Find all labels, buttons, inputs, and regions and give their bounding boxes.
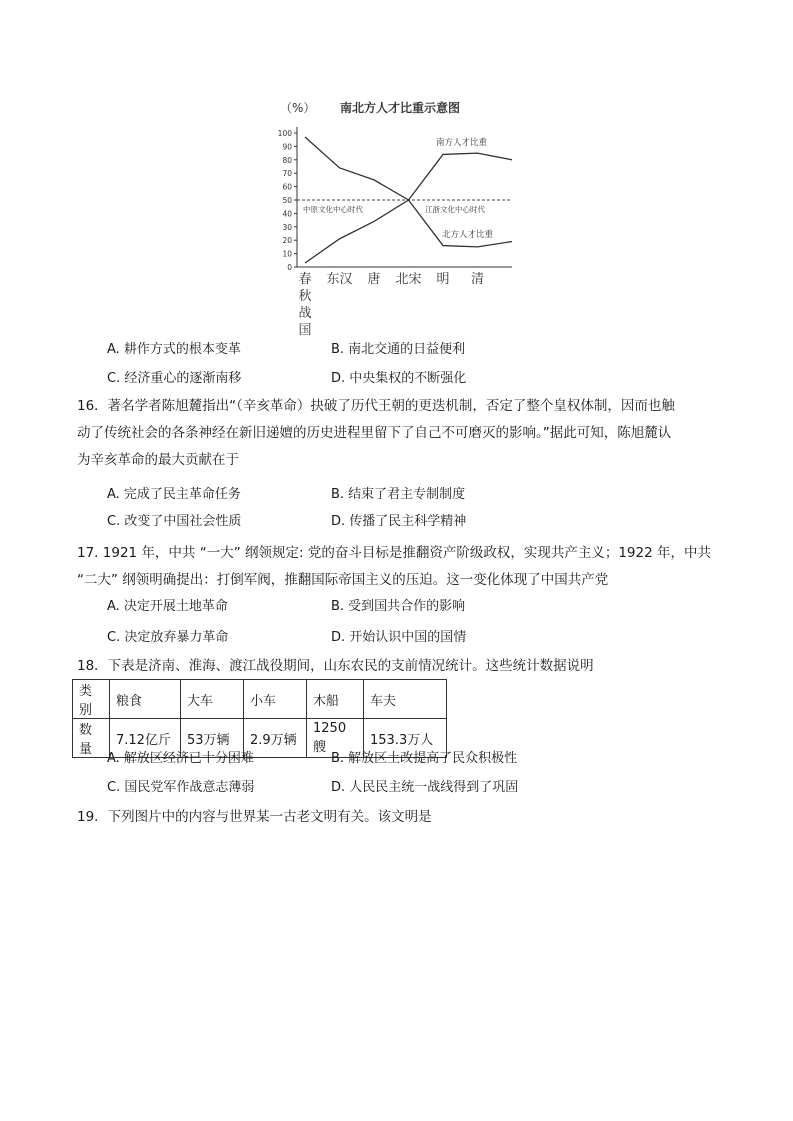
q17-stem-line-2: “二大” 纲领明确提出：打倒军阀，推翻国际帝国主义的压迫。这一变化体现了中国共产党 — [77, 572, 609, 588]
table-cell: 7.12亿斤 — [110, 719, 181, 758]
x-tick-label: 北 — [395, 272, 409, 287]
x-tick-label: 清 — [470, 272, 485, 287]
q16-option-c[interactable]: C. 改变了中国社会性质 — [107, 514, 242, 529]
q18-option-d[interactable]: D. 人民民主统一战线得到了巩固 — [331, 780, 519, 795]
table-cell: 类别 — [73, 680, 110, 719]
q16-stem-line-2: 动了传统社会的各条神经在新旧递嬗的历史进程里留下了自己不可磨灭的影响。”据此可知，陈旭麓认 — [77, 425, 672, 441]
y-tick-label: 30 — [282, 222, 292, 232]
table-cell: 粮食 — [110, 680, 181, 719]
chart-title: 南北方人才比重示意图 — [340, 101, 461, 115]
q16-option-a[interactable]: A. 完成了民主革命任务 — [107, 487, 241, 502]
q18-stem-line-1: 18．下表是济南、淮海、渡江战役期间，山东农民的支前情况统计。这些统计数据说明 — [77, 658, 594, 674]
q17-stem-line-1: 17. 1921 年，中共 “一大” 纲领规定: 党的奋斗目标是推翻资产阶级政权，实现共产主义；1922 年，中共 — [77, 545, 711, 561]
q15-option-b[interactable]: B. 南北交通的日益便利 — [331, 342, 466, 357]
x-tick-label: 宋 — [408, 272, 422, 287]
table-cell: 车夫 — [364, 680, 447, 719]
x-tick-label: 唐 — [367, 272, 381, 287]
y-tick-label: 20 — [282, 236, 292, 246]
q16-stem-line-1: 16．著名学者陈旭麓指出“（辛亥革命）抉破了历代王朝的更迭机制，否定了整个皇权体制，因而也触 — [77, 398, 675, 414]
y-tick-label: 60 — [282, 182, 292, 192]
y-tick-label: 10 — [282, 249, 292, 259]
q17-option-d[interactable]: D. 开始认识中国的国情 — [331, 630, 467, 645]
series-label-north: 北方人才比重 — [442, 230, 494, 240]
q16-option-b[interactable]: B. 结束了君主专制制度 — [331, 487, 466, 502]
table-cell: 2.9万辆 — [244, 719, 307, 758]
x-tick-label: 明 — [436, 272, 450, 287]
q15-option-a[interactable]: A. 耕作方式的根本变革 — [107, 342, 241, 357]
q15-option-c[interactable]: C. 经济重心的逐渐南移 — [107, 371, 242, 386]
table-cell: 153.3万人 — [364, 719, 447, 758]
table-cell: 数量 — [73, 719, 110, 758]
y-tick-label: 0 — [287, 263, 292, 272]
x-tick-label: 春 — [298, 272, 312, 287]
reference-label-right: 江浙文化中心时代 — [425, 205, 485, 214]
talent-ratio-chart — [270, 95, 520, 338]
y-tick-label: 100 — [277, 129, 292, 138]
y-unit-label: （%） — [280, 101, 316, 115]
table-cell: 小车 — [244, 680, 307, 719]
x-tick-label: 国 — [298, 323, 312, 338]
table-cell: 木船 — [307, 680, 364, 719]
y-tick-label: 80 — [282, 155, 292, 165]
q18-option-c[interactable]: C. 国民党军作战意志薄弱 — [107, 780, 255, 795]
q17-option-b[interactable]: B. 受到国共合作的影响 — [331, 599, 466, 614]
reference-label-left: 中原文化中心时代 — [303, 205, 363, 214]
table-cell: 大车 — [181, 680, 244, 719]
q18-option-b[interactable]: B. 解放区土改提高了民众积极性 — [331, 751, 518, 766]
y-tick-label: 40 — [282, 209, 292, 219]
table-cell: 53万辆 — [181, 719, 244, 758]
q18-option-a[interactable]: A. 解放区经济已十分困难 — [107, 751, 254, 766]
q16-option-d[interactable]: D. 传播了民主科学精神 — [331, 514, 467, 529]
y-tick-label: 70 — [282, 169, 292, 179]
x-tick-label: 东 — [326, 272, 340, 287]
q17-option-c[interactable]: C. 决定放弃暴力革命 — [107, 630, 229, 645]
x-tick-label: 秋 — [298, 289, 312, 304]
q19-stem-line-1: 19．下列图片中的内容与世界某一古老文明有关。该文明是 — [77, 809, 432, 825]
q16-stem-line-3: 为辛亥革命的最大贡献在于 — [77, 452, 239, 468]
series-label-south: 南方人才比重 — [436, 138, 488, 148]
x-tick-label: 汉 — [339, 272, 353, 287]
y-tick-label: 90 — [282, 142, 292, 152]
q17-option-a[interactable]: A. 决定开展土地革命 — [107, 599, 228, 614]
table-cell: 1250 艘 — [307, 719, 364, 758]
table-header-row — [73, 680, 447, 719]
x-tick-label: 战 — [298, 306, 312, 321]
chart-svg — [270, 95, 520, 338]
q15-option-d[interactable]: D. 中央集权的不断强化 — [331, 371, 467, 386]
y-tick-label: 50 — [282, 196, 292, 205]
